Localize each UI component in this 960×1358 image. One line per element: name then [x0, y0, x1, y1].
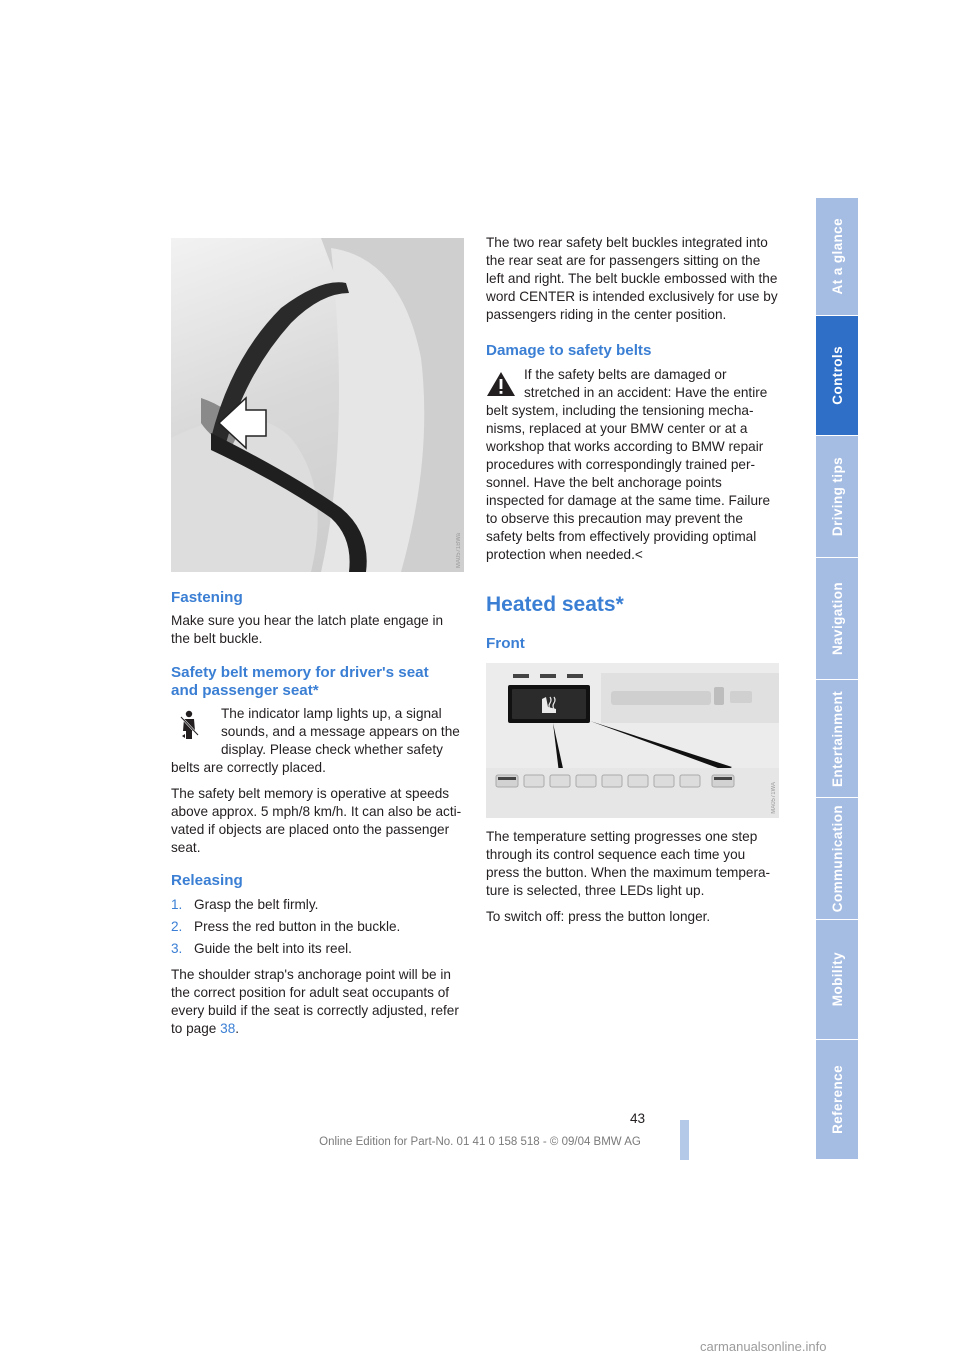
damage-heading: Damage to safety belts: [486, 342, 652, 359]
step-text: Guide the belt into its reel.: [194, 941, 352, 956]
left-column: [171, 238, 464, 1046]
watermark: carmanualsonline.info: [700, 1339, 827, 1354]
seat-belt-photo: [171, 238, 464, 572]
photo-id: MA0571WA: [771, 782, 777, 814]
damage-warning: [486, 366, 779, 564]
tab-navigation[interactable]: Navigation: [816, 558, 858, 680]
temperature-text: The temperature setting progresses one step through its control sequence each time you press the button. When the maximum tempera-ture is selected, three LEDs light up.: [486, 829, 771, 898]
list-item: [171, 918, 464, 936]
tab-controls[interactable]: Controls: [816, 316, 858, 436]
front-subheading: Front: [486, 635, 525, 652]
list-item: [171, 940, 464, 958]
chapter-sidebar: [816, 198, 858, 1160]
tab-mobility[interactable]: Mobility: [816, 920, 858, 1040]
right-column: [486, 235, 779, 934]
releasing-steps: [171, 896, 464, 958]
fastening-heading: Fastening: [171, 589, 243, 606]
tab-entertainment[interactable]: Entertainment: [816, 680, 858, 798]
step-text: Grasp the belt firmly.: [194, 897, 319, 912]
memory-text: The safety belt memory is operative at speeds above approx. 5 mph/8 km/h. It can also be acti-vated if objects are placed onto the passenger seat.: [171, 786, 462, 855]
seat-belt-indicator-note: [171, 705, 464, 777]
tab-driving-tips[interactable]: Driving tips: [816, 436, 858, 558]
memory-heading-line1: Safety belt memory for driver's seat: [171, 664, 429, 681]
memory-heading-line2: and passenger seat*: [171, 682, 319, 699]
step-text: Press the red button in the buckle.: [194, 919, 401, 934]
photo-id: MA0571BWa: [456, 532, 462, 568]
footer-edition: Online Edition for Part-No. 01 41 0 158 518 - © 09/04 BMW AG: [319, 1136, 641, 1148]
step-number: 3.: [171, 941, 183, 956]
step-number: 2.: [171, 919, 183, 934]
indicator-text: The indicator lamp lights up, a signal sounds, and a message appears on the display. Please check whether safety belts are correctly placed.: [171, 706, 460, 775]
fastening-text: Make sure you hear the latch plate engage in the belt buckle.: [171, 613, 444, 646]
anchorage-text: The shoulder strap's anchorage point will be in the correct position for adult seat occupants of every build if the seat is correctly adjusted, refer to page 38.: [171, 967, 459, 1036]
switch-off-text: To switch off: press the button longer.: [486, 909, 711, 924]
rear-buckles-text: The two rear safety belt buckles integrated into the rear seat are for passengers sitting on the left and right. The belt buckle embossed with the word CENTER is intended exclusively for use by passengers riding in the center position.: [486, 235, 778, 322]
heated-seats-heading: Heated seats*: [486, 593, 624, 616]
tab-at-a-glance[interactable]: At a glance: [816, 198, 858, 316]
list-item: [171, 896, 464, 914]
step-number: 1.: [171, 897, 183, 912]
damage-text: If the safety belts are damaged or stretched in an accident: Have the entire belt system, including the tensioning mecha-nisms, replaced at your BMW center or at a workshop that works according to BMW repair procedures with correspondingly trained per-sonnel. Have the belt anchorage points inspected for damage at the same time. Failure to observe this precaution may prevent the safety belts from effectively providing optimal protection when needed.<: [486, 367, 771, 562]
page-number: 43: [630, 1111, 646, 1126]
releasing-heading: Releasing: [171, 872, 243, 889]
tab-reference[interactable]: Reference: [816, 1040, 858, 1160]
tab-communication[interactable]: Communication: [816, 798, 858, 920]
warning-triangle-icon: [486, 370, 516, 398]
end-mark: <: [634, 547, 643, 562]
heated-seat-button-photo: [486, 663, 779, 818]
page-reference-link[interactable]: 38: [220, 1021, 236, 1036]
seat-belt-warning-icon: [171, 707, 207, 743]
